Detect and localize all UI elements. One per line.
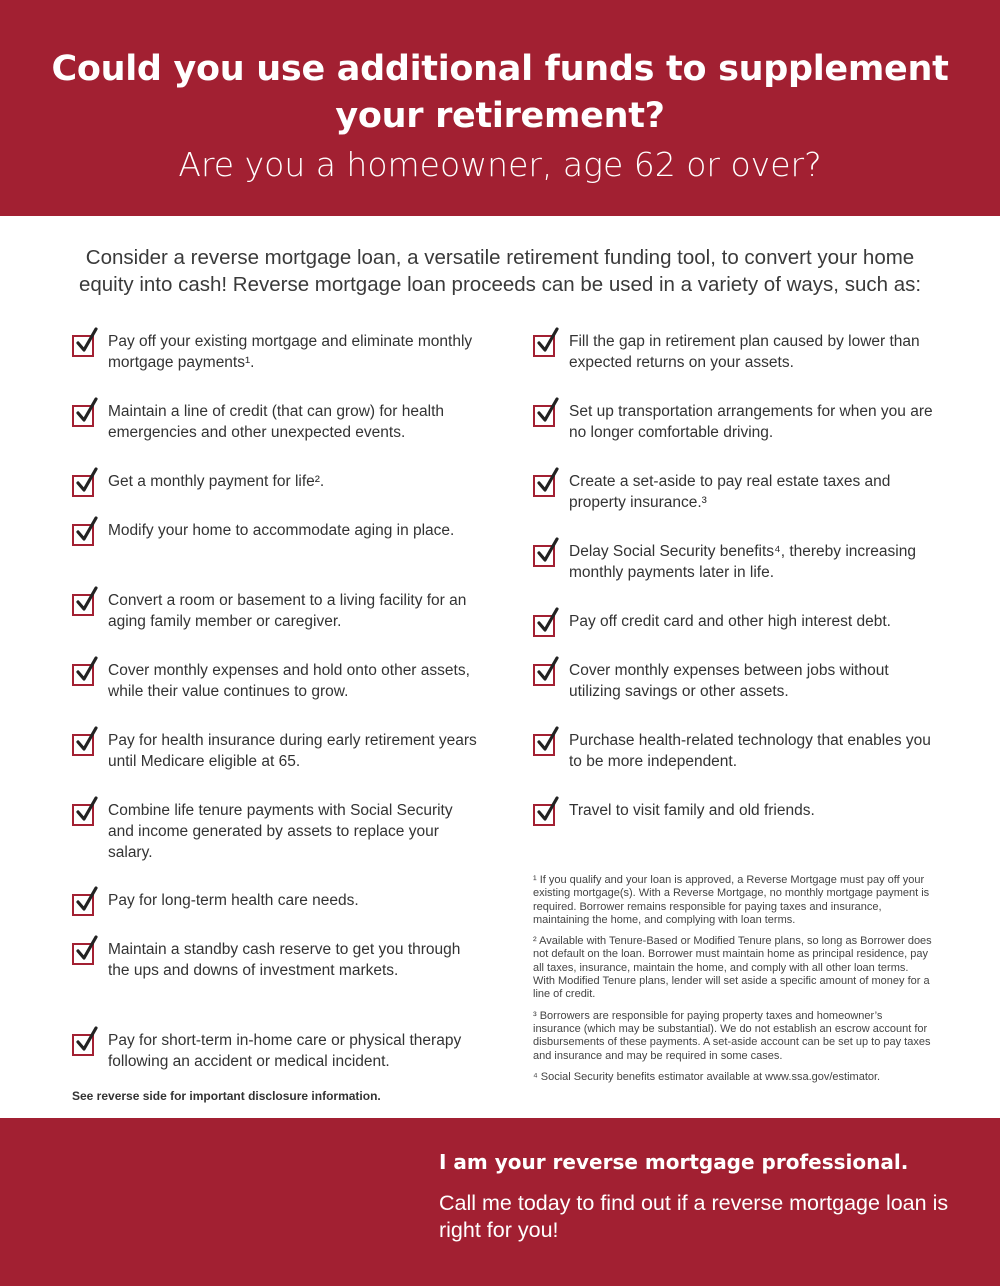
list-item-text: Purchase health-related technology that enables you to be more independent. xyxy=(569,732,931,770)
checkbox-checked-icon xyxy=(72,594,94,616)
list-item-text: Modify your home to accommodate aging in place. xyxy=(108,522,455,539)
checkbox-checked-icon xyxy=(72,734,94,756)
checkbox-checked-icon xyxy=(72,1034,94,1056)
list-item-text: Combine life tenure payments with Social Security and income generated by assets to replace your salary. xyxy=(108,802,453,861)
list-item-text: Fill the gap in retirement plan caused by lower than expected returns on your assets. xyxy=(569,333,920,371)
checkbox-checked-icon xyxy=(72,664,94,686)
footnote-3: ³ Borrowers are responsible for paying property taxes and homeowner’s insurance (which may be substantial). We do not establish an escrow account for disbursements of these payments. A set-aside account can be set up to pay taxes and insurance and may be required in some cases. xyxy=(533,1009,931,1062)
checkbox-checked-icon xyxy=(72,475,94,497)
page-subtitle: Are you a homeowner, age 62 or over? xyxy=(178,145,822,184)
list-item-text: Create a set-aside to pay real estate taxes and property insurance.³ xyxy=(569,473,891,511)
list-item-text: Cover monthly expenses between jobs without utilizing savings or other assets. xyxy=(569,662,889,700)
footnotes xyxy=(533,874,933,1092)
checkbox-checked-icon xyxy=(533,335,555,357)
checkbox-checked-icon xyxy=(72,524,94,546)
footnote-4: ⁴ Social Security benefits estimator available at www.ssa.gov/estimator. xyxy=(533,1070,881,1083)
list-item-text: Pay for health insurance during early retirement years until Medicare eligible at 65. xyxy=(108,732,477,770)
list-item-text: Maintain a line of credit (that can grow) for health emergencies and other unexpected events. xyxy=(108,403,445,441)
cta-body: Call me today to find out if a reverse mortgage loan is right for you! xyxy=(439,1191,949,1242)
checkbox-checked-icon xyxy=(72,943,94,965)
list-item-text: Pay off your existing mortgage and eliminate monthly mortgage payments¹. xyxy=(108,333,473,371)
checkbox-checked-icon xyxy=(533,405,555,427)
checkbox-checked-icon xyxy=(72,804,94,826)
list-item-text: Travel to visit family and old friends. xyxy=(569,802,815,819)
list-item-text: Maintain a standby cash reserve to get you through the ups and downs of investment markets. xyxy=(108,941,461,979)
checkbox-checked-icon xyxy=(533,734,555,756)
checkbox-checked-icon xyxy=(533,804,555,826)
page-title: Could you use additional funds to supplement your retirement? xyxy=(51,49,949,136)
footnote-1: ¹ If you qualify and your loan is approved, a Reverse Mortgage must pay off your existing mortgage(s). With a Reverse Mortgage, no monthly mortgage payment is required. Borrower remains responsible for paying taxes and insurance, maintaining the home, and complying with loan terms. xyxy=(533,874,930,926)
checkbox-checked-icon xyxy=(533,545,555,567)
list-item-text: Pay off credit card and other high interest debt. xyxy=(569,613,891,630)
disclosure-note: See reverse side for important disclosure information. xyxy=(72,1089,381,1103)
checkbox-checked-icon xyxy=(533,664,555,686)
checkbox-checked-icon xyxy=(72,405,94,427)
list-item-text: Cover monthly expenses and hold onto other assets, while their value continues to grow. xyxy=(108,662,470,700)
checkbox-checked-icon xyxy=(533,475,555,497)
checkbox-checked-icon xyxy=(533,615,555,637)
footer-banner xyxy=(0,1118,1000,1286)
header-banner xyxy=(0,0,1000,216)
list-item-text: Set up transportation arrangements for when you are no longer comfortable driving. xyxy=(569,403,933,441)
list-item-text: Get a monthly payment for life². xyxy=(108,473,325,490)
list-item-text: Pay for short-term in-home care or physical therapy following an accident or medical incident. xyxy=(108,1032,462,1070)
list-item-text: Convert a room or basement to a living facility for an aging family member or caregiver. xyxy=(108,592,467,630)
checkbox-checked-icon xyxy=(72,335,94,357)
list-item-text: Delay Social Security benefits⁴, thereby increasing monthly payments later in life. xyxy=(569,543,916,581)
list-item-text: Pay for long-term health care needs. xyxy=(108,892,359,909)
checkbox-checked-icon xyxy=(72,894,94,916)
intro-paragraph: Consider a reverse mortgage loan, a versatile retirement funding tool, to convert your home equity into cash! Reverse mortgage loan proceeds can be used in a variety of ways, such as: xyxy=(78,246,922,296)
footnote-2: ² Available with Tenure-Based or Modified Tenure plans, so long as Borrower does not default on the loan. Borrower must maintain home as principal residence, pay all taxes, insurance, maintain the home, and comply with all other loan terms. With Modified Tenure plans, lender will set aside a specific amount of money for a line of credit. xyxy=(533,935,932,1001)
cta-title: I am your reverse mortgage professional. xyxy=(439,1150,909,1174)
